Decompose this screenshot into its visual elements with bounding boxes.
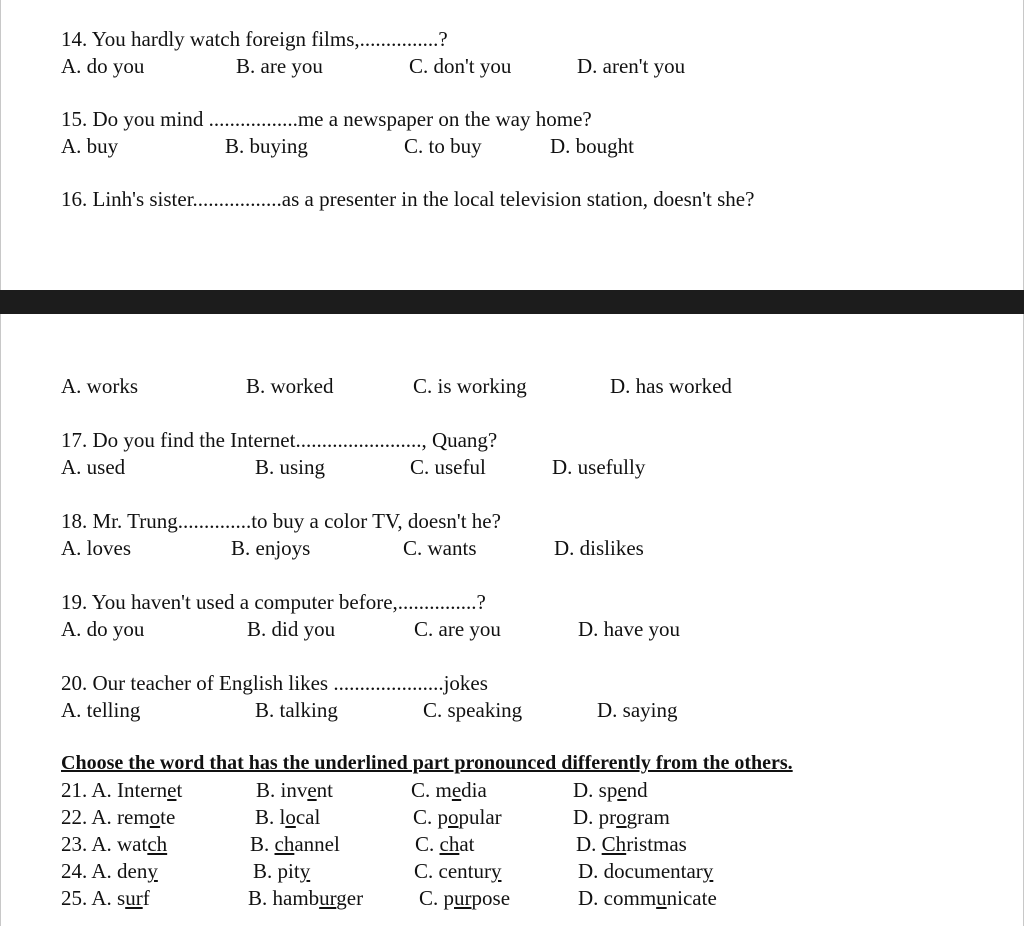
pron-option-a: 23. A. watch xyxy=(61,832,168,856)
option-d: D. have you xyxy=(578,617,681,641)
pron-option-d: D. Christmas xyxy=(576,832,687,856)
option-c: C. don't you xyxy=(409,54,512,78)
pron-option-c: C. chat xyxy=(415,832,475,856)
option-d: D. bought xyxy=(550,134,634,158)
question-stem: 15. Do you mind .................me a newspaper on the way home? xyxy=(61,107,592,131)
pron-option-a: 24. A. deny xyxy=(61,859,158,883)
question-stem: 17. Do you find the Internet........................, Quang? xyxy=(61,428,498,452)
option-b: B. talking xyxy=(255,698,338,722)
option-d: D. aren't you xyxy=(577,54,686,78)
question-stem: 14. You hardly watch foreign films,...............? xyxy=(61,27,448,51)
option-b: B. enjoys xyxy=(231,536,311,560)
option-b: B. using xyxy=(255,455,326,479)
pron-option-d: D. spend xyxy=(573,778,648,802)
pron-option-d: D. program xyxy=(573,805,670,829)
option-d: D. saying xyxy=(597,698,678,722)
option-a: A. works xyxy=(61,374,138,398)
page-divider-bar xyxy=(0,290,1024,314)
option-a: A. do you xyxy=(61,54,145,78)
pron-option-b: B. pity xyxy=(253,859,311,883)
option-d: D. usefully xyxy=(552,455,646,479)
option-a: A. buy xyxy=(61,134,119,158)
pron-option-a: 21. A. Internet xyxy=(61,778,183,802)
pron-option-c: C. popular xyxy=(413,805,502,829)
option-a: A. do you xyxy=(61,617,145,641)
option-a: A. telling xyxy=(61,698,141,722)
option-c: C. useful xyxy=(410,455,486,479)
option-a: A. loves xyxy=(61,536,131,560)
option-c: C. is working xyxy=(413,374,527,398)
option-b: B. buying xyxy=(225,134,308,158)
option-c: C. wants xyxy=(403,536,477,560)
pron-option-d: D. communicate xyxy=(578,886,717,910)
pron-option-b: B. local xyxy=(255,805,321,829)
question-stem: 16. Linh's sister.................as a presenter in the local television station, doesn't she? xyxy=(61,187,755,211)
option-c: C. to buy xyxy=(404,134,482,158)
option-b: B. did you xyxy=(247,617,336,641)
pron-option-b: B. channel xyxy=(250,832,340,856)
pron-option-c: C. media xyxy=(411,778,487,802)
option-d: D. has worked xyxy=(610,374,732,398)
question-stem: 20. Our teacher of English likes .....................jokes xyxy=(61,671,488,695)
section-instruction: Choose the word that has the underlined part pronounced differently from the others. xyxy=(61,752,793,774)
question-stem: 19. You haven't used a computer before,...............? xyxy=(61,590,486,614)
option-c: C. are you xyxy=(414,617,501,641)
pron-option-c: C. purpose xyxy=(419,886,511,910)
question-stem: 18. Mr. Trung..............to buy a color TV, doesn't he? xyxy=(61,509,501,533)
pron-option-a: 25. A. surf xyxy=(61,886,150,910)
option-d: D. dislikes xyxy=(554,536,644,560)
option-b: B. are you xyxy=(236,54,323,78)
pron-option-b: B. invent xyxy=(256,778,334,802)
pron-option-c: C. century xyxy=(414,859,502,883)
option-a: A. used xyxy=(61,455,126,479)
pron-option-a: 22. A. remote xyxy=(61,805,176,829)
option-b: B. worked xyxy=(246,374,334,398)
pron-option-b: B. hamburger xyxy=(248,886,364,910)
option-c: C. speaking xyxy=(423,698,523,722)
pron-option-d: D. documentary xyxy=(578,859,714,883)
